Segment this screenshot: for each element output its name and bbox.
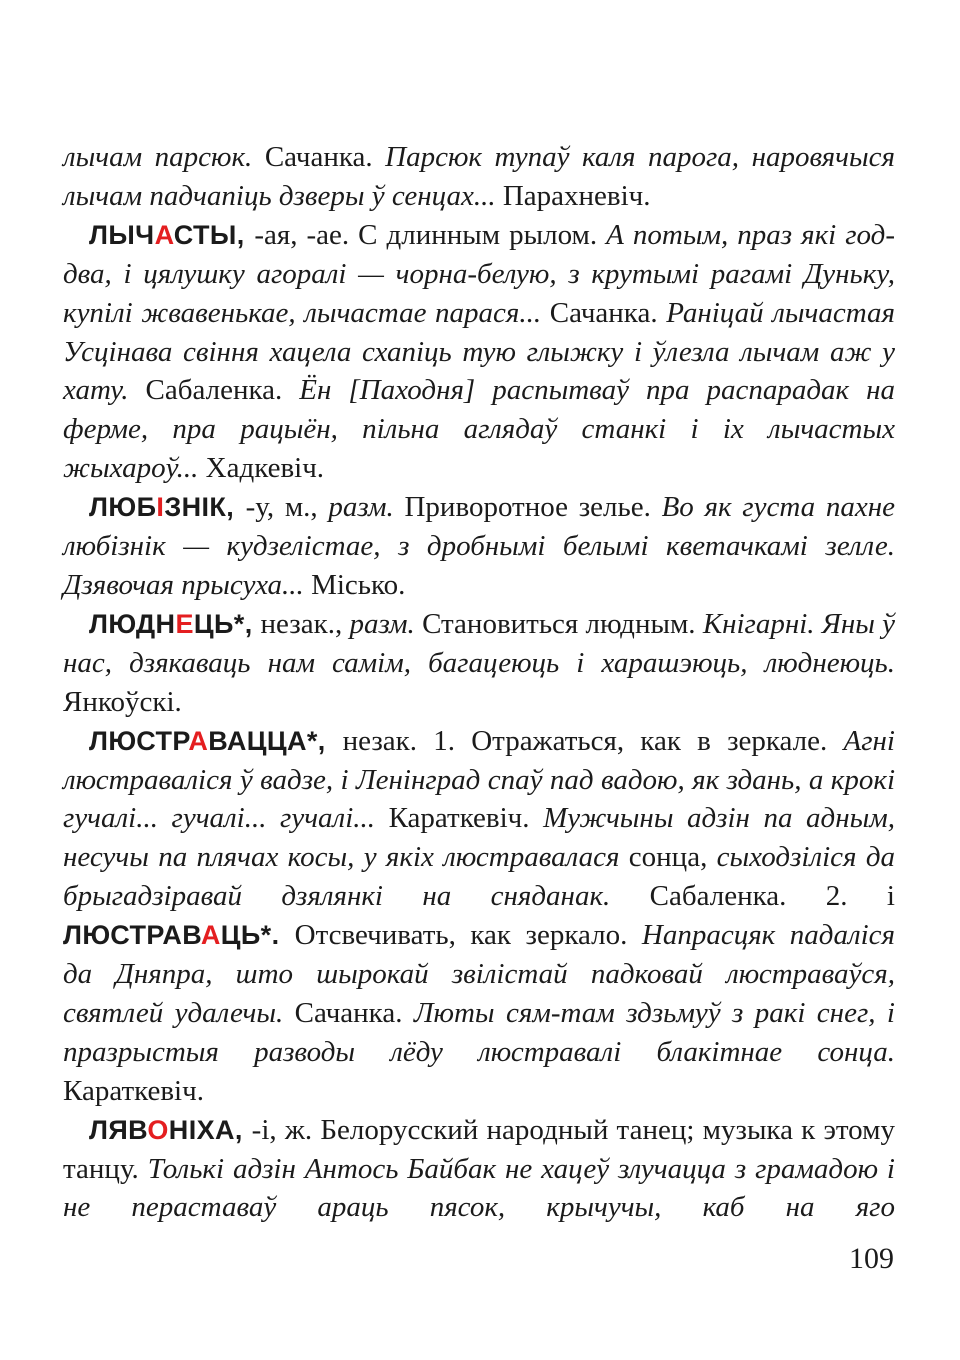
citation-text: Напрасцяк падаліся да Дняпра, што шырокай звілістай падковай люстраваўся, святлей удалечы.	[63, 919, 896, 1029]
page-number: 109	[849, 1242, 894, 1275]
text-run: Хадкевіч.	[205, 452, 325, 485]
text-run: Становиться людным.	[422, 607, 703, 640]
citation-text: Толькі адзін Антось Байбак не хацеў злучацца з грамадою і не пераставаў араць пясок, крычучы, каб на яго	[63, 1152, 895, 1224]
headword-text: ЛЮБ	[89, 492, 157, 523]
text-run: незак.,	[260, 607, 350, 640]
text-run: Караткевіч.	[63, 1074, 204, 1107]
headword-text: ВАЦЦА*,	[208, 725, 343, 756]
text-run: Сачанка.	[264, 141, 386, 173]
citation-text: Кнігарні. Яны ў нас, дзякаваць нам самім, багацеюць і харашэюць, люднеюць.	[63, 607, 895, 679]
citation-text: Раніцай лычастая Усцінава свіння хацела схапіць тую глыжку і ўлезла лычам аж у хату.	[63, 296, 895, 407]
citation-text: Мужчыны адзін па адным, несучы па плячах косы, у якіх люстравалася	[63, 802, 895, 874]
citation-text: Ён [Паходня] распытваў пра распарадак на ферме, пра рацыён, пільна аглядаў станкі і іх лычастых жыхароў...	[63, 374, 895, 485]
text-run: -ая, -ае. С длинным рылом.	[254, 218, 607, 251]
text-run: Отсвечивать, как зеркало.	[294, 919, 642, 952]
entry-lyubiznik	[63, 488, 895, 605]
text-run: Місько.	[311, 568, 406, 601]
headword-text: ЛЫЧ	[89, 219, 155, 250]
citation-text: Агні люстраваліся ў вадзе, і Ленінград спаў пад вадою, як здань, а крокі гучалі... гучалі... гучалі...	[63, 724, 895, 835]
headword-stress-letter: І	[156, 492, 165, 523]
text-run: Сабаленка.	[145, 374, 300, 407]
paragraph-runover-lycham-parsyuk	[63, 138, 895, 216]
headword-stress-letter: Е	[175, 608, 194, 639]
citation-text: А потым, праз які год-два, і цялушку агоралі — чорна-белую, з крутымі рагамі Дуньку, купілі жвавенькае, лычастае парася...	[63, 218, 895, 329]
citation-text: лычам парсюк.	[63, 141, 265, 173]
headword-text: ЛЮСТР	[89, 725, 189, 756]
citation-text: разм.	[349, 607, 423, 640]
text-run: Сачанка.	[549, 296, 667, 329]
text-run: -у, м.,	[245, 491, 329, 524]
text-run: Сачанка.	[294, 996, 414, 1029]
entry-lyudnets	[63, 605, 895, 722]
citation-text: сыходзіліся да брыгадзіравай дзялянкі на сняданак.	[63, 841, 896, 913]
headword-stress-letter: А	[200, 920, 221, 951]
headword-stress-letter: О	[147, 1114, 169, 1145]
headword-text: ЦЬ*.	[220, 920, 295, 951]
text-run: Парахневіч.	[502, 179, 651, 212]
entry-lychasty	[63, 216, 895, 488]
citation-text: Люты сям-там здзьмуў з ракі снег, і празрыстыя разводы лёду люстравалі блакітнае сонца.	[63, 996, 895, 1068]
headword-text: ЛЮСТРАВ	[63, 920, 201, 951]
headword-stress-letter: А	[154, 219, 174, 250]
headword-text: ЛЮДН	[89, 608, 176, 639]
citation-text: Во як густа пахне любізнік — кудзелістае, з дробнымі белымі кветачкамі зелле. Дзявочая прысуха...	[63, 491, 895, 601]
text-run: сонца,	[628, 841, 717, 874]
headword-text: НІХА,	[168, 1114, 252, 1145]
text-block	[63, 138, 895, 1227]
headword-text: ЛЯВ	[89, 1114, 148, 1145]
text-run: Приворотное зелье.	[404, 491, 662, 524]
citation-text: разм.	[328, 491, 405, 524]
headword-stress-letter: А	[188, 725, 209, 756]
text-run: -і, ж. Белорусский народный танец; музыка к этому танцу.	[63, 1113, 895, 1185]
citation-text: Парсюк тупаў каля парога, наровячыся лычам падчапіць дзверы ў сенцах...	[63, 141, 895, 212]
headword-text: ЗНІК,	[164, 492, 246, 523]
text-run: Сабаленка. 2. і	[649, 880, 895, 913]
text-run: Караткевіч.	[388, 802, 544, 835]
headword-text: СТЫ,	[173, 219, 255, 250]
text-run: Янкоўскі.	[63, 685, 182, 718]
entry-lyavonikha	[63, 1111, 895, 1228]
entry-lyustravatstsa	[63, 722, 895, 1111]
headword-text: ЦЬ*,	[193, 608, 261, 639]
text-run: незак. 1. Отражаться, как в зеркале.	[342, 724, 844, 757]
